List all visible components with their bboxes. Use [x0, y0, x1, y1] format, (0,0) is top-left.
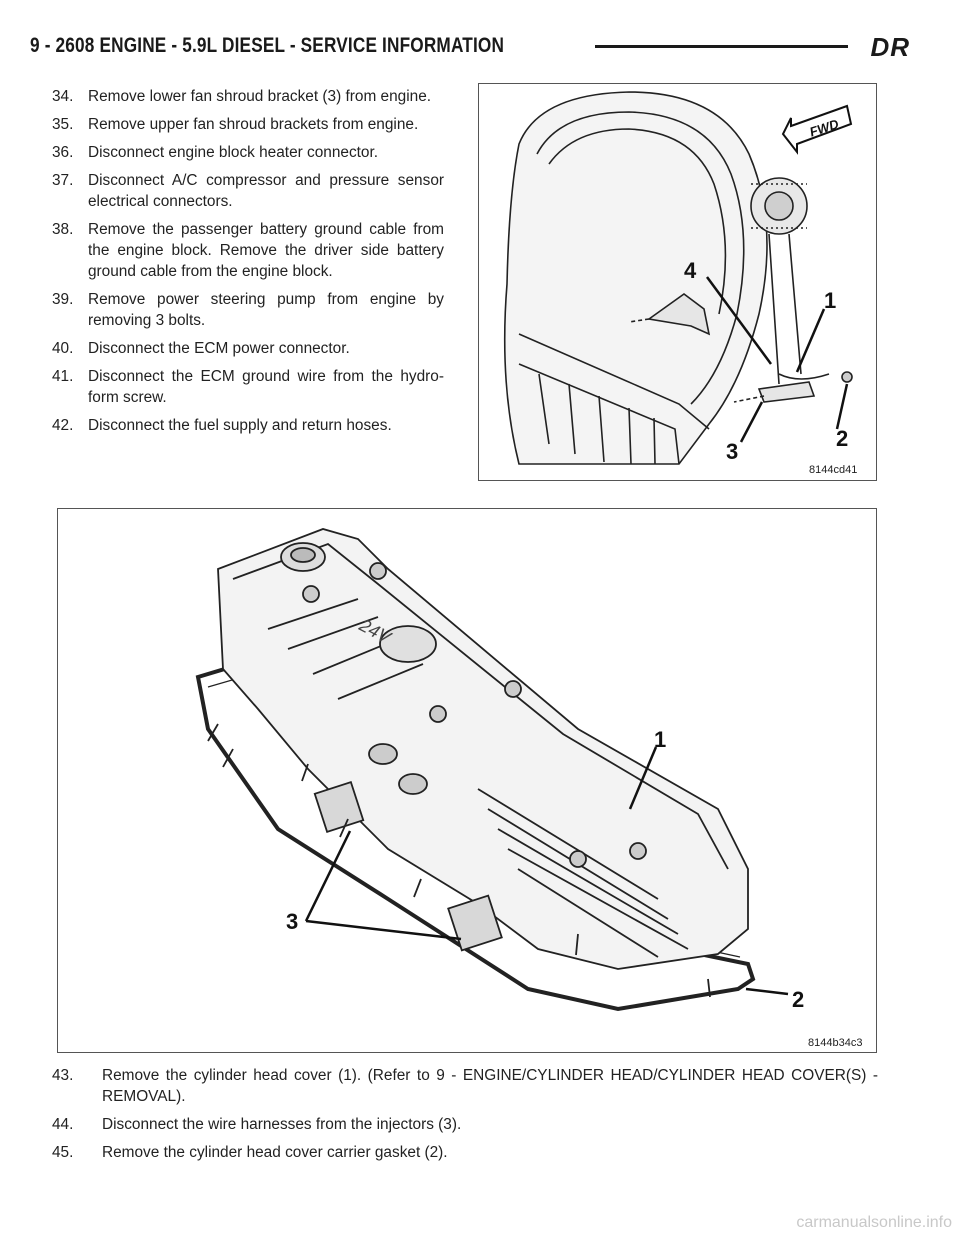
- callout-3: 3: [726, 439, 739, 464]
- callout-4: 4: [684, 258, 697, 283]
- head-cover-illustration: [58, 509, 876, 1052]
- callout-2: 2: [792, 987, 805, 1012]
- step-35: 35. Remove upper fan shroud brackets from engine.: [52, 116, 419, 133]
- svg-text:FWD: FWD: [807, 116, 841, 140]
- step-34: 34. Remove lower fan shroud bracket (3) from engine.: [52, 88, 432, 105]
- fan-shroud-illustration: [479, 84, 876, 480]
- step-43: 43. Remove the cylinder head cover (1). (Refer to 9 - ENGINE/CYLINDER HEAD/CYLINDER HEAD COVER(S) - REMOVAL).: [52, 1067, 878, 1105]
- watermark: carmanualsonline.info: [796, 1214, 952, 1231]
- callout-1: 1: [654, 727, 667, 752]
- steps-list-bottom: [52, 1065, 878, 1170]
- step-38: 38. Remove the passenger battery ground cable from the engine block. Remove the driver side battery ground cable from the engine block.: [52, 221, 444, 280]
- step-41: 41. Disconnect the ECM ground wire from the hydro-form screw.: [52, 368, 444, 406]
- steps-list-top: [52, 86, 444, 443]
- fwd-arrow-icon: [783, 106, 851, 152]
- step-44: 44. Disconnect the wire harnesses from the injectors (3).: [52, 1116, 462, 1133]
- header-rule: [595, 45, 848, 48]
- step-40: 40. Disconnect the ECM power connector.: [52, 340, 350, 357]
- callout-2: 2: [836, 426, 849, 451]
- figure-code: 8144b34c3: [808, 1037, 863, 1049]
- callout-3: 3: [286, 909, 299, 934]
- step-45: 45. Remove the cylinder head cover carrier gasket (2).: [52, 1144, 448, 1161]
- callout-1: 1: [824, 288, 837, 313]
- page-title: 9 - 2608 ENGINE - 5.9L DIESEL - SERVICE INFORMATION: [30, 34, 505, 57]
- fan-shroud-figure: [478, 83, 877, 481]
- step-42: 42. Disconnect the fuel supply and return hoses.: [52, 417, 392, 434]
- figure-code: 8144cd41: [809, 464, 858, 476]
- cover-text: 24V: [356, 614, 394, 648]
- page-header: [30, 30, 910, 60]
- head-cover-figure: [57, 508, 877, 1053]
- step-37: 37. Disconnect A/C compressor and pressure sensor electrical connectors.: [52, 172, 444, 210]
- brand-code: DR: [870, 32, 910, 62]
- step-36: 36. Disconnect engine block heater connector.: [52, 144, 379, 161]
- step-39: 39. Remove power steering pump from engine by removing 3 bolts.: [52, 291, 444, 329]
